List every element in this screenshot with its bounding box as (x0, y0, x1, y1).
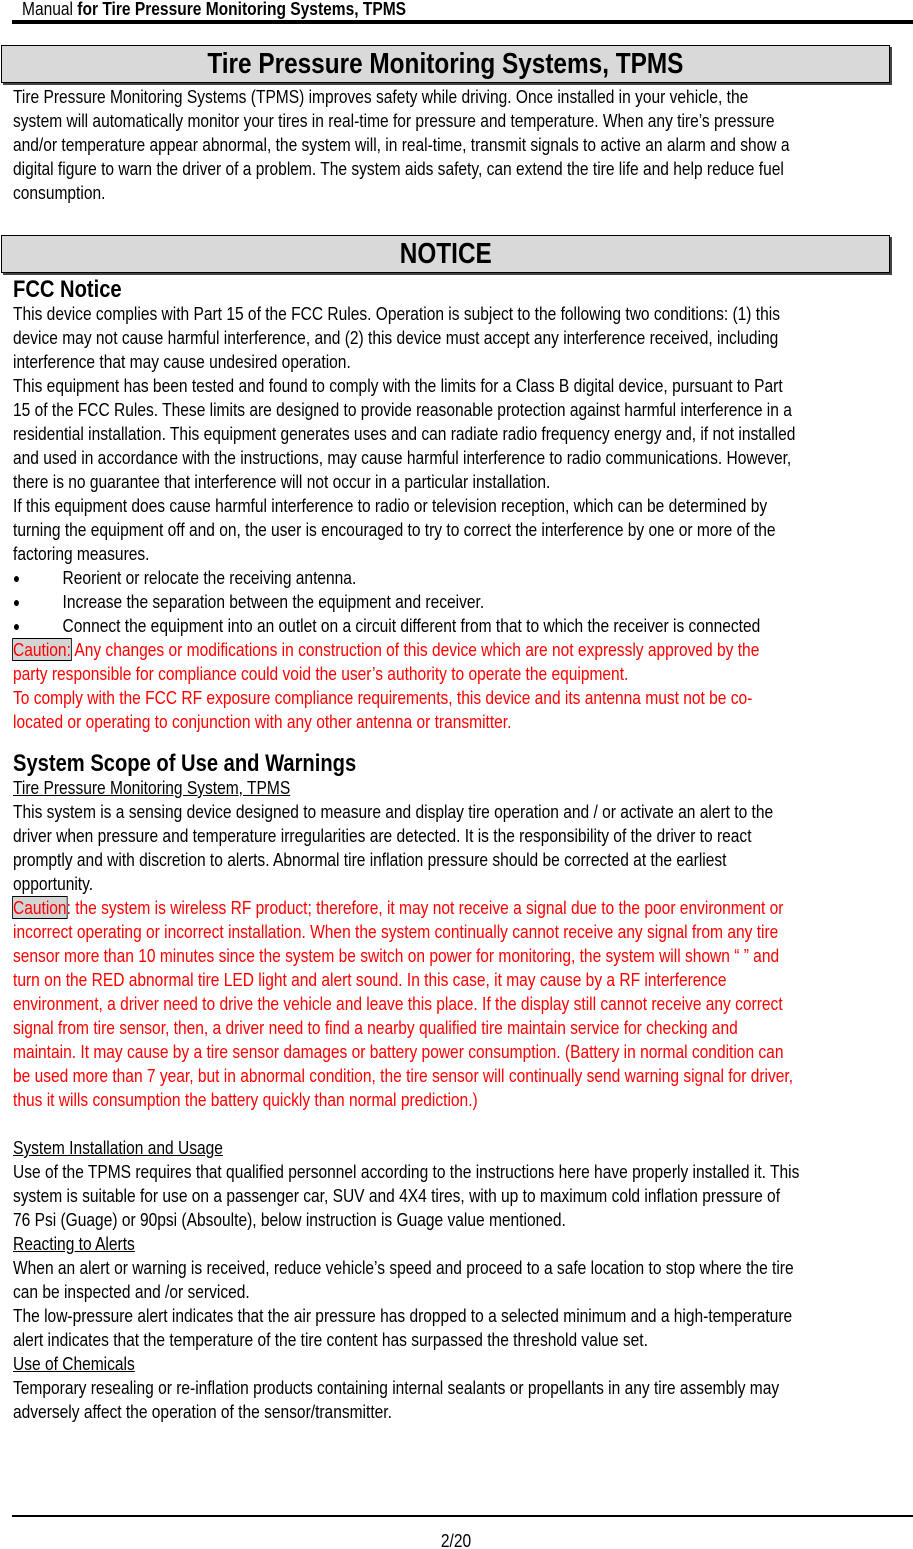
text-line: can be inspected and /or serviced. (13, 1281, 250, 1302)
scope-section (13, 750, 913, 1424)
caution-line (13, 1064, 799, 1088)
text-line: and/or temperature appear abnormal, the system will, in real-time, transmit signals to active an alarm and show a (13, 134, 790, 155)
caution-text: : the system is wireless RF product; therefore, it may not receive a signal due to the poor environment or (66, 897, 784, 918)
text-line: system is suitable for use on a passenger car, SUV and 4X4 tires, with up to maximum cold inflation pressure of (13, 1185, 781, 1206)
caution-text: To comply with the FCC RF exposure compliance requirements, this device and its antenna must not be co- (13, 687, 753, 708)
bullet-text: Increase the separation between the equipment and receiver. (62, 591, 485, 612)
header-rule (12, 20, 913, 24)
header-title: for Tire Pressure Monitoring Systems, TPMS (77, 0, 407, 19)
footer-rule (12, 1515, 913, 1517)
text-line: This device complies with Part 15 of the FCC Rules. Operation is subject to the following two conditions: (1) this (13, 303, 780, 324)
bullet-icon: ● (13, 594, 21, 610)
notice-box (1, 235, 890, 273)
caution-line (13, 662, 795, 686)
text-line: digital figure to warn the driver of a problem. The system aids safety, can extend the tire life and help reduce fuel (13, 158, 784, 179)
text-line: device may not cause harmful interference, and (2) this device must accept any interference received, including (13, 327, 779, 348)
caution-text: party responsible for compliance could void the user’s authority to operate the equipment. (13, 663, 629, 684)
caution-line (13, 944, 799, 968)
caution-line (13, 1088, 799, 1112)
text-line: Use of the TPMS requires that qualified personnel according to the instructions here have properly installed it. This (13, 1161, 800, 1182)
notice-title: NOTICE (399, 238, 492, 270)
caution-text: thus it wills consumption the battery quickly than normal prediction.) (13, 1089, 478, 1110)
bullet-icon: ● (13, 618, 21, 634)
caution-line (13, 920, 799, 944)
text-line: residential installation. This equipment generates uses and can radiate radio frequency energy and, if not installed (13, 423, 796, 444)
text-line: This equipment has been tested and found to comply with the limits for a Class B digital device, pursuant to Part (13, 375, 783, 396)
text-line: When an alert or warning is received, reduce vehicle’s speed and proceed to a safe location to stop where the tire (13, 1257, 794, 1278)
alerts-heading: Reacting to Alerts (13, 1233, 135, 1254)
chemicals-heading: Use of Chemicals (13, 1353, 135, 1374)
page-number-text: 2/20 (441, 1530, 472, 1549)
fcc-heading: FCC Notice (13, 276, 122, 303)
text-line: driver when pressure and temperature irregularities are detected. It is the responsibility of the driver to react (13, 825, 752, 846)
title-box (1, 45, 890, 83)
caution-text: located or operating to conjunction with any other antenna or transmitter. (13, 711, 512, 732)
caution-line (13, 896, 799, 920)
bullet-text: Connect the equipment into an outlet on a circuit different from that to which the receiver is connected (62, 615, 761, 636)
intro-paragraph (13, 85, 913, 205)
text-line: This system is a sensing device designed to measure and display tire operation and / or activate an alert to the (13, 801, 774, 822)
caution-line (13, 710, 795, 734)
bullet-icon: ● (13, 570, 21, 586)
text-line: adversely affect the operation of the sensor/transmitter. (13, 1401, 392, 1422)
page-number (0, 1530, 913, 1549)
running-header (22, 0, 406, 21)
text-line: Tire Pressure Monitoring Systems (TPMS) improves safety while driving. Once installed in your vehicle, the (13, 86, 749, 107)
caution-label: Caution: (13, 639, 71, 660)
text-line: system will automatically monitor your tires in real-time for pressure and temperature. When any tire’s pressure (13, 110, 775, 131)
text-line: consumption. (13, 182, 106, 203)
text-line: 76 Psi (Guage) or 90psi (Absoulte), below instruction is Guage value mentioned. (13, 1209, 566, 1230)
bullet-item (13, 566, 795, 590)
caution-text: turn on the RED abnormal tire LED light and alert sound. In this case, it may cause by a RF interference (13, 969, 727, 990)
text-line: turning the equipment off and on, the user is encouraged to try to correct the interference by one or more of the (13, 519, 776, 540)
caution-line (13, 686, 795, 710)
caution-line (13, 1040, 799, 1064)
text-line: If this equipment does cause harmful interference to radio or television reception, which can be determined by (13, 495, 768, 516)
bullet-item (13, 590, 795, 614)
text-line: there is no guarantee that interference will not occur in a particular installation. (13, 471, 551, 492)
caution-text: Any changes or modifications in construction of this device which are not expressly approved by the (70, 639, 760, 660)
bullet-text: Reorient or relocate the receiving antenna. (62, 567, 357, 588)
scope-heading: System Scope of Use and Warnings (13, 750, 357, 777)
caution-text: sensor more than 10 minutes since the system be switch on power for monitoring, the system will shown “ ” and (13, 945, 780, 966)
text-line: alert indicates that the temperature of the tire content has surpassed the threshold value set. (13, 1329, 648, 1350)
text-line: 15 of the FCC Rules. These limits are designed to provide reasonable protection against harmful interference in a (13, 399, 792, 420)
text-line: The low-pressure alert indicates that the air pressure has dropped to a selected minimum and a high-temperature (13, 1305, 793, 1326)
text-line: Temporary resealing or re-inflation products containing internal sealants or propellants in any tire assembly may (13, 1377, 780, 1398)
text-line: interference that may cause undesired operation. (13, 351, 351, 372)
caution-line (13, 992, 799, 1016)
text-line: factoring measures. (13, 543, 150, 564)
caution-label: Caution (13, 897, 67, 918)
install-heading: System Installation and Usage (13, 1137, 223, 1158)
text-line: promptly and with discretion to alerts. Abnormal tire inflation pressure should be corrected at the earliest (13, 849, 727, 870)
caution-line (13, 638, 795, 662)
fcc-section (13, 276, 913, 734)
caution-text: maintain. It may cause by a tire sensor damages or battery power consumption. (Battery in normal condition can (13, 1041, 784, 1062)
caution-line (13, 1016, 799, 1040)
bullet-item (13, 614, 795, 638)
caution-text: be used more than 7 year, but in abnormal condition, the tire sensor will continually send warning signal for driver, (13, 1065, 794, 1086)
caution-text: environment, a driver need to drive the vehicle and leave this place. If the display still cannot receive any correct (13, 993, 783, 1014)
caution-text: signal from tire sensor, then, a driver need to find a nearby qualified tire maintain service for checking and (13, 1017, 738, 1038)
header-prefix: Manual (22, 0, 73, 19)
caution-text: incorrect operating or incorrect installation. When the system continually cannot receive any signal from any tire (13, 921, 779, 942)
text-line: and used in accordance with the instructions, may cause harmful interference to radio communications. However, (13, 447, 792, 468)
text-line: opportunity. (13, 873, 94, 894)
scope-subheading: Tire Pressure Monitoring System, TPMS (13, 777, 291, 798)
caution-line (13, 968, 799, 992)
page-title: Tire Pressure Monitoring Systems, TPMS (207, 48, 684, 80)
